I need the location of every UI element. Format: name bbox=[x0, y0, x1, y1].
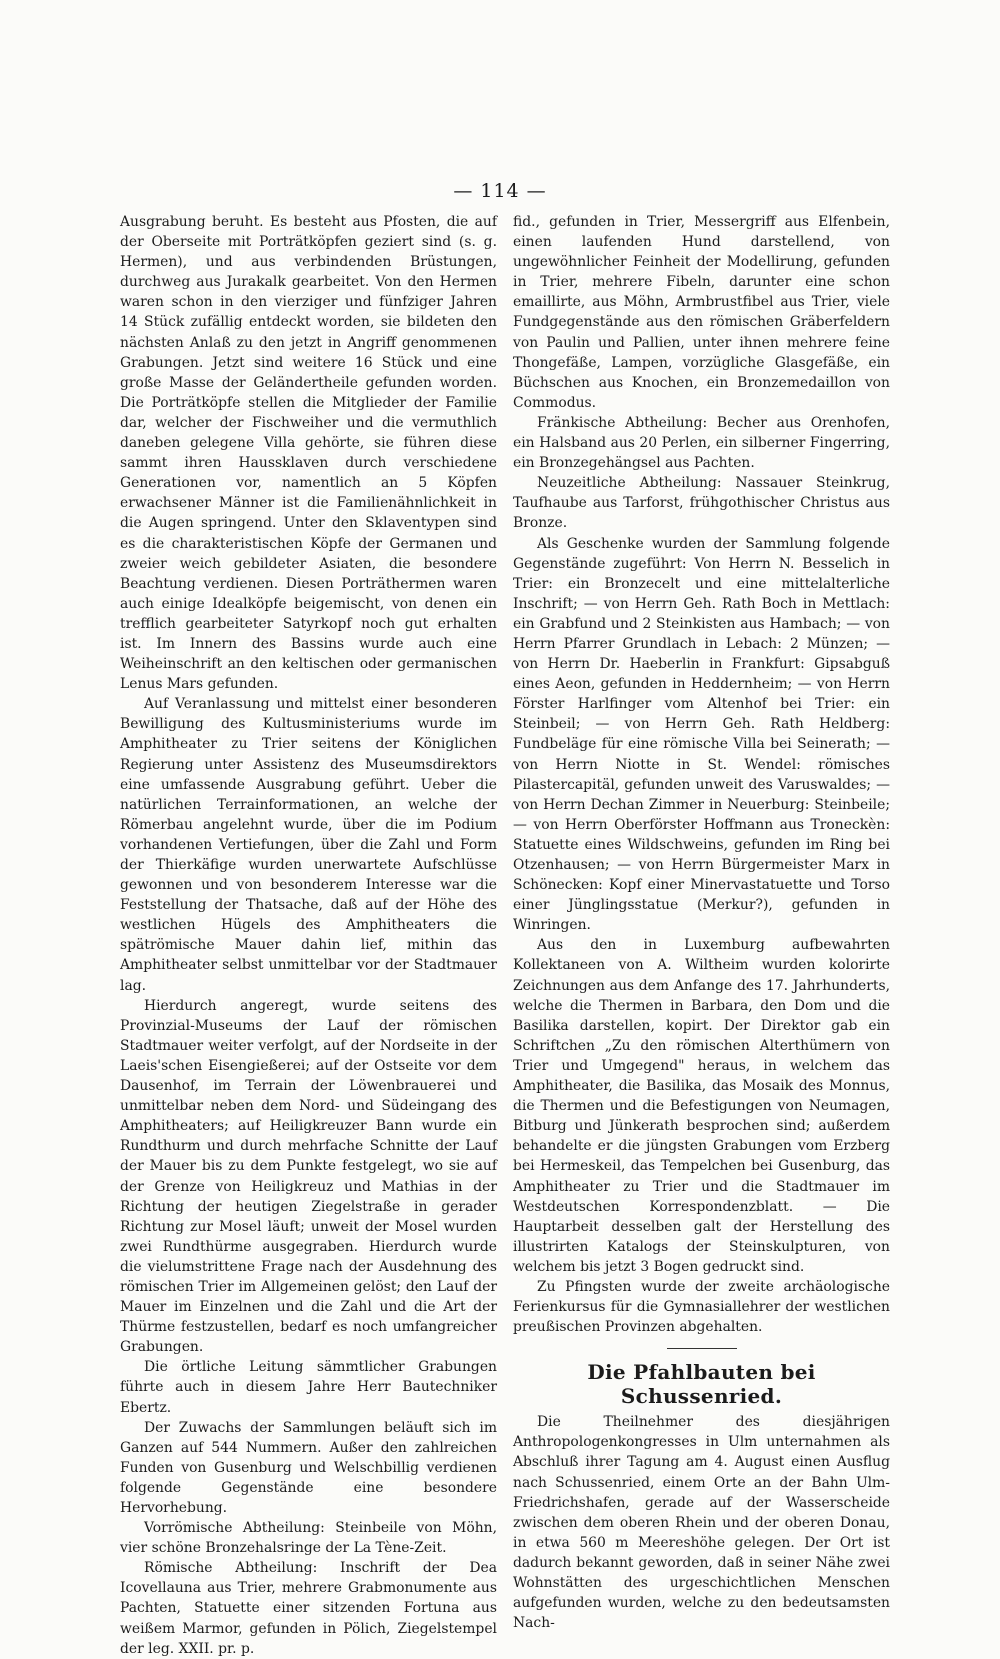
section-divider bbox=[667, 1348, 737, 1349]
paragraph: Hierdurch angeregt, wurde seitens des Provinzial-Museums der Lauf der römischen Stadtmauer weiter verfolgt, auf der Nordseite in der Laeis'schen Eisengießerei; auf der Ostseite vor dem Dausenhof, im Terrain der Löwenbrauerei und unmittelbar neben dem Nord- und Südeingang des Amphitheaters; auf Heiligkreuzer Bann wurde ein Rundthurm und durch mehrfache Schnitte der Lauf der Mauer bis zu dem Punkte festgelegt, wo sie auf der Grenze von Heiligkreuz und Mathias in der Richtung der heutigen Ziegelstraße in gerader Richtung zur Mosel läuft; unweit der Mosel wurden zwei Rundthürme ausgegraben. Hierdurch wurde die vielumstrittene Frage nach der Ausdehnung des römischen Trier im Allgemeinen gelöst; den Lauf der Mauer im Einzelnen und die Zahl und die Art der Thürme festzustellen, bedarf es noch umfangreicher Grabungen. bbox=[120, 997, 497, 1356]
paragraph: Zu Pfingsten wurde der zweite archäologische Ferienkursus für die Gymnasiallehrer der westlichen preußischen Provinzen abgehalten. bbox=[513, 1278, 890, 1336]
paragraph: Ausgrabung beruht. Es besteht aus Pfosten, die auf der Oberseite mit Porträtköpfen geziert sind (s. g. Hermen), und aus verbindenden Brüstungen, durchweg aus Jurakalk gearbeitet. Von den Hermen waren schon in den vierziger und fünfziger Jahren 14 Stück zufällig entdeckt worden, sie bildeten den nächsten Anlaß zu den jetzt in Angriff genommenen Grabungen. Jetzt sind weitere 16 Stück und eine große Masse der Geländertheile gefunden worden. Die Porträtköpfe stellen die Mitglieder der Familie dar, welcher der Fischweiher und die vermuthlich daneben gelegene Villa gehörte, sie führen diese sammt ihren Haussklaven durch verschiedene Generationen vor, namentlich an 5 Köpfen erwachsener Männer ist die Familienähnlichkeit in die Augen springend. Unter den Sklaventypen sind es die charakteristischen Köpfe der Germanen und zweier weich gebildeter Asiaten, die besondere Beachtung verdienen. Diesen Porträthermen waren auch einige Idealköpfe beigemischt, von denen ein trefflich gearbeiteter Satyrkopf noch gut erhalten ist. Im Innern des Bassins wurde auch eine Weiheinschrift an den keltischen oder germanischen Lenus Mars gefunden. bbox=[120, 214, 497, 693]
paragraph: fid., gefunden in Trier, Messergriff aus Elfenbein, einen laufenden Hund darstellend, von ungewöhnlicher Feinheit der Modellirung, gefunden in Trier, mehrere Fibeln, darunter eine schon emaillirte, aus Möhn, Armbrustfibel aus Trier, viele Fundgegenstände aus den römischen Gräberfeldern von Paulin und Pallien, unter ihnen mehrere feine Thongefäße, Lampen, vorzügliche Glasgefäße, ein Büchschen aus Knochen, ein Bronzemedaillon von Commodus. bbox=[513, 214, 890, 411]
paragraph: Auf Veranlassung und mittelst einer besonderen Bewilligung des Kultusministeriums wurde im Amphitheater zu Trier seitens der Königlichen Regierung unter Assistenz des Museumsdirektors eine umfassende Ausgrabung geführt. Ueber die natürlichen Terrainformationen, an welche der Römerbau angelehnt wurde, über die im Podium vorhandenen Vertiefungen, über die Zahl und Form der Thierkäfige wurden unerwartete Aufschlüsse gewonnen und von besonderem Interesse war die Feststellung der Thatsache, daß auf der Höhe des westlichen Hügels des Amphitheaters die spätrömische Mauer dahin lief, mithin das Amphitheater selbst unmittelbar vor der Stadtmauer lag. bbox=[120, 696, 497, 994]
paragraph: Aus den in Luxemburg aufbewahrten Kollektaneen von A. Wiltheim wurden kolorirte Zeichnungen aus dem Anfange des 17. Jahrhunderts, welche die Thermen in Barbara, den Dom und die Basilika darstellen, kopirt. Der Direktor gab ein Schriftchen „Zu den römischen Alterthümern von Trier und Umgegend" heraus, in welchem das Amphitheater, die Basilika, das Mosaik des Monnus, die Thermen und die Befestigungen von Neumagen, Bitburg und Jünkerath besprochen sind; außerdem behandelte er die jüngsten Grabungen vom Erzberg bei Hermeskeil, das Tempelchen bei Gusenburg, das Amphitheater zu Trier und die Stadtmauer im Westdeutschen Korrespondenzblatt. — Die Hauptarbeit desselben galt der Herstellung des illustrirten Katalogs der Steinskulpturen, von welchem bis jetzt 3 Bogen gedruckt sind. bbox=[513, 937, 890, 1275]
right-column bbox=[513, 212, 890, 1633]
paragraph: Der Zuwachs der Sammlungen beläuft sich im Ganzen auf 544 Nummern. Außer den zahlreichen Funden von Gusenburg und Welschbillig verdienen folgende Gegenstände eine besondere Hervorhebung. bbox=[120, 1419, 497, 1516]
section-heading: Die Pfahlbauten bei Schussenried. bbox=[587, 1360, 816, 1409]
page-number: — 114 — bbox=[453, 180, 547, 202]
paragraph: Fränkische Abtheilung: Becher aus Orenhofen, ein Halsband aus 20 Perlen, ein silberner Fingerring, ein Bronzegehängsel aus Pachten. bbox=[513, 414, 890, 472]
paragraph: Neuzeitliche Abtheilung: Nassauer Steinkrug, Taufhaube aus Tarforst, frühgothischer Christus aus Bronze. bbox=[513, 475, 890, 532]
paragraph: Die örtliche Leitung sämmtlicher Grabungen führte auch in diesem Jahre Herr Bautechniker Ebertz. bbox=[120, 1359, 497, 1416]
paragraph: Römische Abtheilung: Inschrift der Dea Icovellauna aus Trier, mehrere Grabmonumente aus Pachten, Statuette einer sitzenden Fortuna aus weißem Marmor, gefunden in Pölich, Ziegelstempel der leg. XXII. pr. p. bbox=[120, 1560, 497, 1657]
paragraph: Vorrömische Abtheilung: Steinbeile von Möhn, vier schöne Bronzehalsringe der La Tène-Zeit. bbox=[120, 1520, 497, 1557]
paragraph: Die Theilnehmer des diesjährigen Anthropologenkongresses in Ulm unternahmen als Abschluß ihrer Tagung am 4. August einen Ausflug nach Schussenried, einem Orte an der Bahn Ulm-Friedrichshafen, gerade auf der Wasserscheide zwischen dem oberen Rhein und der oberen Donau, in etwa 560 m Meereshöhe gelegen. Der Ort ist dadurch bekannt geworden, daß in seiner Nähe zwei Wohnstätten des urgeschichtlichen Menschen aufgefunden wurden, welche zu den bedeutsamsten Nach- bbox=[513, 1414, 890, 1632]
left-column bbox=[120, 212, 497, 1659]
paragraph: Als Geschenke wurden der Sammlung folgende Gegenstände zugeführt: Von Herrn N. Besselich in Trier: ein Bronzecelt und eine mittelalterliche Inschrift; — von Herrn Geh. Rath Boch in Mettlach: ein Grabfund und 2 Steinkisten aus Hambach; — von Herrn Pfarrer Grundlach in Lebach: 2 Münzen; — von Herrn Dr. Haeberlin in Frankfurt: Gipsabguß eines Aeon, gefunden in Heddernheim; — von Herrn Förster Harlfinger vom Altenhof bei Trier: ein Steinbeil; — von Herrn Geh. Rath Heldberg: Fundbeläge für eine römische Villa bei Seinerath; — von Herrn Niotte in St. Wendel: römisches Pilastercapitäl, gefunden unweit des Varuswaldes; — von Herrn Dechan Zimmer in Neuerburg: Steinbeile; — von Herrn Oberförster Hoffmann aus Troneckèn: Statuette eines Wildschweins, gefunden im Ring bei Otzenhausen; — von Herrn Bürgermeister Marx in Schönecken: Kopf einer Minervastatuette und Torso einer Jünglingsstatue (Merkur?), gefunden in Winringen. bbox=[513, 535, 890, 934]
